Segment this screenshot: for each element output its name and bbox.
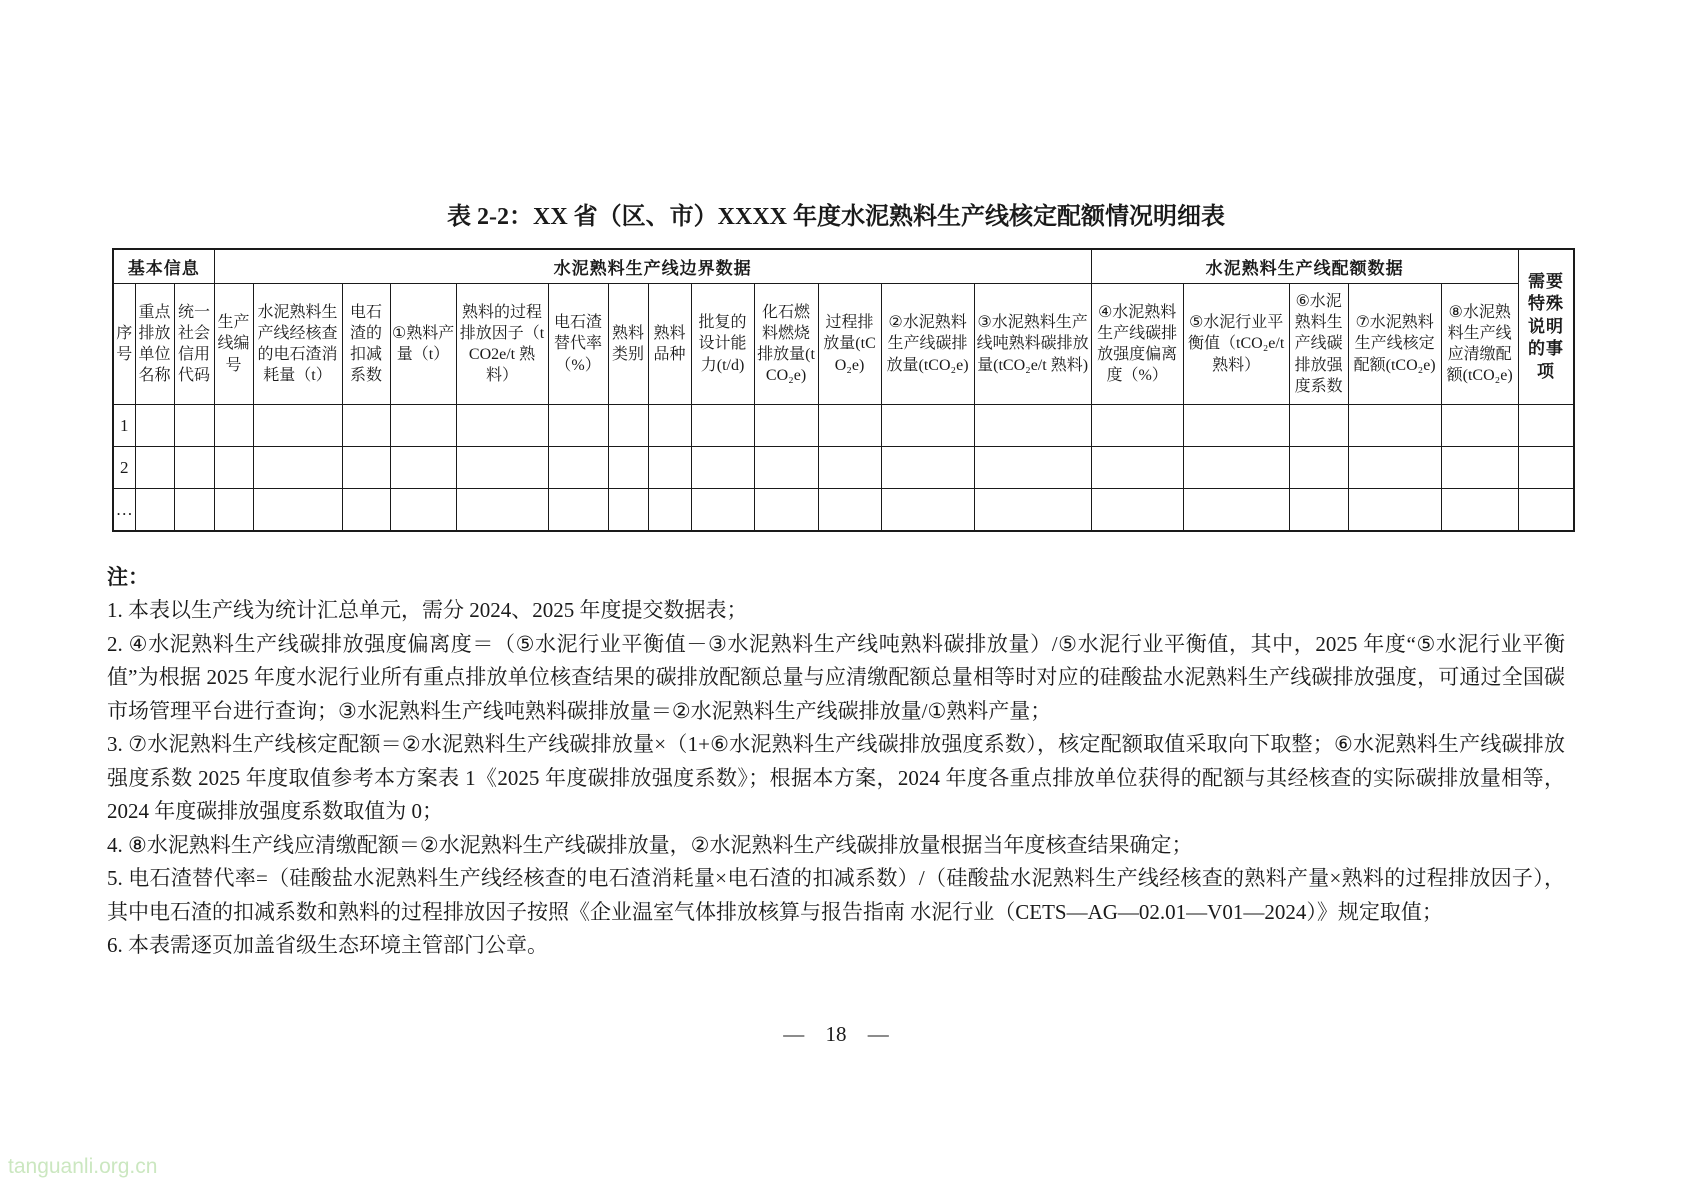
empty-cell [818,489,881,532]
empty-cell [974,405,1091,447]
column-header-intensity-coefficient: ⑥水泥熟料生产线碳排放强度系数 [1289,284,1348,405]
empty-cell [1091,447,1183,489]
empty-cell [1441,447,1518,489]
table-column-header-row [113,284,1574,405]
empty-cell [214,447,253,489]
column-header-line-carbon-emission: ②水泥熟料生产线碳排放量(tCO₂e) [881,284,974,405]
empty-cell [214,489,253,532]
empty-cell [691,489,754,532]
column-header-intensity-deviation: ④水泥熟料生产线碳排放强度偏离度（%） [1091,284,1183,405]
empty-cell [754,447,818,489]
empty-cell [342,447,390,489]
empty-cell [881,489,974,532]
empty-cell [1441,405,1518,447]
empty-cell [1348,447,1441,489]
row-seq: … [113,489,135,532]
row-seq: 2 [113,447,135,489]
empty-cell [1183,489,1289,532]
empty-cell [1289,405,1348,447]
empty-cell [253,447,342,489]
column-header-process-emission-factor: 熟料的过程排放因子（tCO2e/t 熟料） [456,284,548,405]
column-header-carbide-slag-consumption: 水泥熟料生产线经核查的电石渣消耗量（t） [253,284,342,405]
group-quota-data: 水泥熟料生产线配额数据 [1091,249,1518,284]
note-item-5: 5. 电石渣替代率=（硅酸盐水泥熟料生产线经核查的电石渣消耗量×电石渣的扣减系数）/（硅酸盐水泥熟料生产线经核查的熟料产量×熟料的过程排放因子），其中电石渣的扣减系数和熟料的过程排放因子按照《企业温室气体排放核算与报告指南 水泥行业（CETS—AG—02.01—V01—2024）》规定取值； [107,866,1565,924]
note-item-4: 4. ⑧水泥熟料生产线应清缴配额＝②水泥熟料生产线碳排放量，②水泥熟料生产线碳排放量根据当年度核查结果确定； [107,832,1193,857]
empty-cell [1441,489,1518,532]
empty-cell [1518,405,1574,447]
page-number: — 18 — [783,1022,889,1046]
empty-cell [1518,447,1574,489]
column-header-industry-balance-value: ⑤水泥行业平衡值（tCO₂e/t 熟料） [1183,284,1289,405]
empty-cell [754,405,818,447]
column-header-design-capacity: 批复的设计能力(t/d) [691,284,754,405]
column-header-clinker-variety: 熟料品种 [648,284,691,405]
empty-cell [1183,447,1289,489]
note-item-2: 2. ④水泥熟料生产线碳排放强度偏离度＝（⑤水泥行业平衡值－③水泥熟料生产线吨熟料碳排放量）/⑤水泥行业平衡值，其中，2025 年度“⑤水泥行业平衡值”为根据 2025 年度水泥行业所有重点排放单位核查结果的碳排放配额总量与应清缴配额总量相等时对应的硅酸盐水泥熟料生产线碳排放强度，可通过全国碳市场管理平台进行查询；③水泥熟料生产线吨熟料碳排放量＝②水泥熟料生产线碳排放量/①熟料产量； [107,631,1565,723]
empty-cell [214,405,253,447]
empty-cell [974,489,1091,532]
table-row [113,489,1574,532]
empty-cell [691,405,754,447]
empty-cell [253,489,342,532]
notes-section [107,560,1565,963]
empty-cell [648,447,691,489]
empty-cell [342,405,390,447]
column-header-process-emission: 过程排放量(tCO₂e) [818,284,881,405]
column-header-clinker-output: ①熟料产量（t） [390,284,456,405]
note-item-3: 3. ⑦水泥熟料生产线核定配额＝②水泥熟料生产线碳排放量×（1+⑥水泥熟料生产线碳排放强度系数），核定配额取值采取向下取整；⑥水泥熟料生产线碳排放强度系数 2025 年度取值参考本方案表 1《2025 年度碳排放强度系数》；根据本方案，2024 年度各重点排放单位获得的配额与其经核查的实际碳排放量相等，2024 年度碳排放强度系数取值为 0； [107,732,1565,823]
empty-cell [881,405,974,447]
group-basic-info: 基本信息 [113,249,214,284]
empty-cell [881,447,974,489]
column-header-fossil-fuel-emission: 化石燃料燃烧排放量(tCO₂e) [754,284,818,405]
empty-cell [754,489,818,532]
empty-cell [974,447,1091,489]
watermark: tanguanli.org.cn [8,1155,158,1178]
notes-heading: 注： [107,565,149,589]
empty-cell [608,405,648,447]
empty-cell [174,489,214,532]
empty-cell [648,405,691,447]
empty-cell [342,489,390,532]
column-header-special-notes: 需要特殊说明的事项 [1518,249,1574,405]
table-row [113,405,1574,447]
column-header-credit-code: 统一社会信用代码 [174,284,214,405]
empty-cell [135,489,174,532]
empty-cell [608,489,648,532]
table-row [113,447,1574,489]
empty-cell [1183,405,1289,447]
column-header-approved-quota: ⑦水泥熟料生产线核定配额(tCO₂e) [1348,284,1441,405]
empty-cell [456,489,548,532]
column-header-per-ton-emission: ③水泥熟料生产线吨熟料碳排放量(tCO₂e/t 熟料) [974,284,1091,405]
row-seq: 1 [113,405,135,447]
column-header-deduction-coefficient: 电石渣的扣减系数 [342,284,390,405]
page-title: 表 2-2：XX 省（区、市）XXXX 年度水泥熟料生产线核定配额情况明细表 [447,204,1225,230]
empty-cell [818,405,881,447]
column-header-clinker-category: 熟料类别 [608,284,648,405]
empty-cell [456,405,548,447]
empty-cell [390,489,456,532]
empty-cell [1091,405,1183,447]
note-item-1: 1. 本表以生产线为统计汇总单元，需分 2024、2025 年度提交数据表； [107,598,748,622]
empty-cell [456,447,548,489]
empty-cell [1348,405,1441,447]
table-group-header-row [113,249,1574,284]
column-header-seq: 序号 [113,284,135,405]
empty-cell [548,405,608,447]
empty-cell [390,447,456,489]
empty-cell [1289,447,1348,489]
empty-cell [608,447,648,489]
empty-cell [818,447,881,489]
empty-cell [390,405,456,447]
empty-cell [135,405,174,447]
column-header-line-no: 生产线编号 [214,284,253,405]
empty-cell [1348,489,1441,532]
empty-cell [174,447,214,489]
quota-table [112,248,1575,532]
empty-cell [548,489,608,532]
empty-cell [174,405,214,447]
empty-cell [135,447,174,489]
note-item-6: 6. 本表需逐页加盖省级生态环境主管部门公章。 [107,933,548,957]
column-header-unit-name: 重点排放单位名称 [135,284,174,405]
empty-cell [548,447,608,489]
group-boundary-data: 水泥熟料生产线边界数据 [214,249,1091,284]
empty-cell [691,447,754,489]
empty-cell [253,405,342,447]
empty-cell [1091,489,1183,532]
empty-cell [1518,489,1574,532]
column-header-surrender-quota: ⑧水泥熟料生产线应清缴配额(tCO₂e) [1441,284,1518,405]
empty-cell [1289,489,1348,532]
empty-cell [648,489,691,532]
column-header-substitution-rate: 电石渣替代率（%） [548,284,608,405]
